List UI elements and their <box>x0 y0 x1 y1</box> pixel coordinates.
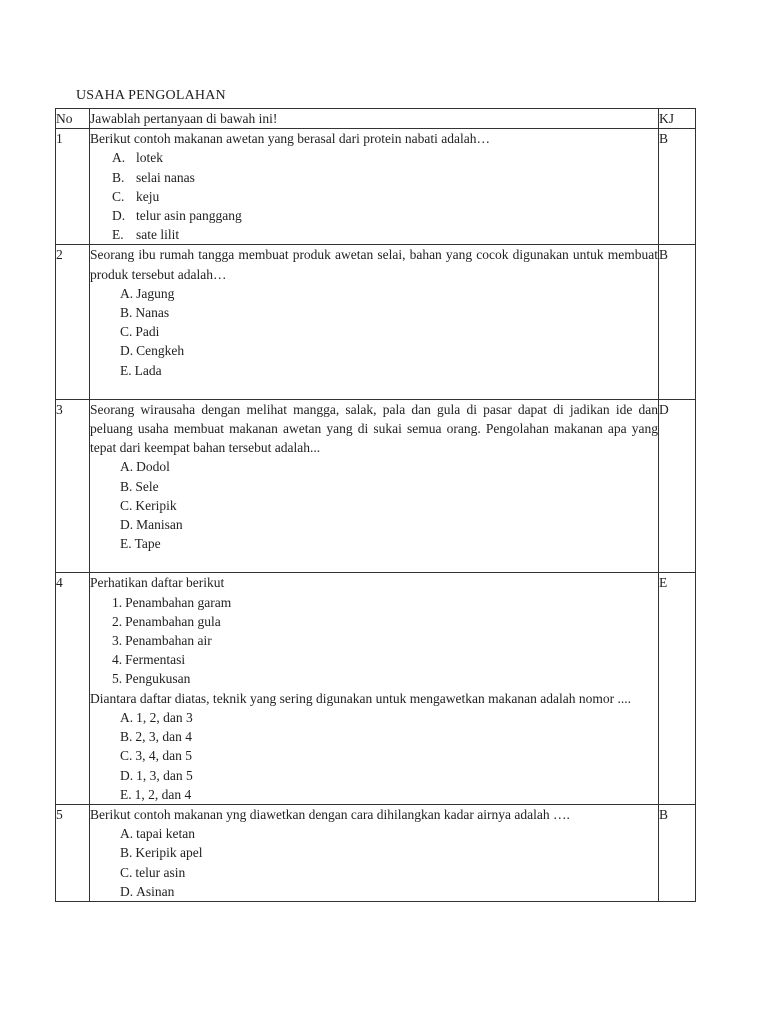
question-number: 4 <box>56 573 90 804</box>
option-label: E. <box>120 362 132 378</box>
answer-key: B <box>659 129 696 245</box>
option-d <box>120 882 658 901</box>
answer-key: B <box>659 245 696 399</box>
option-text: telur asin panggang <box>136 208 242 224</box>
table-header-row <box>56 109 696 129</box>
list-number: 5. <box>112 671 123 687</box>
option-label: A. <box>120 459 134 475</box>
option-label: D. <box>120 883 134 899</box>
question-row-1 <box>56 129 696 245</box>
list-text: Pengukusan <box>125 671 191 687</box>
list-number: 3. <box>112 633 123 649</box>
list-number: 2. <box>112 613 123 629</box>
option-list <box>90 148 658 244</box>
option-e <box>120 361 658 380</box>
option-b <box>120 303 658 322</box>
option-text: 1, 2, dan 4 <box>134 786 192 802</box>
option-text: Dodol <box>136 459 170 475</box>
question-cell <box>90 804 659 901</box>
option-label: A. <box>112 150 126 166</box>
option-label: C. <box>120 864 133 880</box>
option-b <box>112 168 658 187</box>
question-row-2 <box>56 245 696 399</box>
option-label: B. <box>112 169 125 185</box>
option-text: lotek <box>136 150 163 166</box>
option-label: D. <box>112 208 126 224</box>
option-label: E. <box>120 536 132 552</box>
option-e <box>112 225 658 244</box>
question-cell <box>90 399 659 573</box>
option-label: B. <box>120 478 133 494</box>
option-text: tapai ketan <box>136 826 195 842</box>
list-item <box>112 669 658 688</box>
option-text: sate lilit <box>136 227 180 243</box>
option-label: A. <box>120 826 134 842</box>
option-label: E. <box>120 786 132 802</box>
question-text-continued: Diantara daftar diatas, teknik yang sering digunakan untuk mengawetkan makanan adalah nomor .... <box>90 690 631 706</box>
option-label: A. <box>120 285 134 301</box>
option-list <box>90 284 658 380</box>
answer-key: B <box>659 804 696 901</box>
option-d <box>120 766 658 785</box>
question-text: Perhatikan daftar berikut <box>90 575 225 591</box>
option-d <box>120 515 658 534</box>
answer-key: D <box>659 399 696 573</box>
question-cell <box>90 129 659 245</box>
option-label: A. <box>120 709 134 725</box>
question-text: Seorang ibu rumah tangga membuat produk awetan selai, bahan yang cocok digunakan untuk membuat produk tersebut adalah… <box>90 247 658 282</box>
list-number: 1. <box>112 594 123 610</box>
question-table <box>55 108 696 902</box>
option-label: C. <box>120 748 133 764</box>
list-item <box>112 612 658 631</box>
numbered-list <box>90 593 658 689</box>
option-list <box>90 457 658 553</box>
list-item <box>112 593 658 612</box>
option-label: D. <box>120 767 134 783</box>
option-text: Manisan <box>136 517 183 533</box>
option-a <box>120 824 658 843</box>
option-label: B. <box>120 305 133 321</box>
option-list <box>90 708 658 804</box>
option-a <box>120 284 658 303</box>
answer-key: E <box>659 573 696 804</box>
question-text: Berikut contoh makanan awetan yang berasal dari protein nabati adalah… <box>90 131 490 147</box>
option-text: Asinan <box>136 883 175 899</box>
option-label: E. <box>112 227 124 243</box>
option-text: Cengkeh <box>136 343 185 359</box>
option-text: Tape <box>134 536 161 552</box>
option-c <box>120 863 658 882</box>
option-label: B. <box>120 845 133 861</box>
option-text: Keripik apel <box>135 845 203 861</box>
list-text: Penambahan gula <box>125 613 221 629</box>
question-row-5 <box>56 804 696 901</box>
header-no: No <box>56 109 90 129</box>
question-cell <box>90 573 659 804</box>
question-number: 3 <box>56 399 90 573</box>
header-kj: KJ <box>659 109 696 129</box>
list-text: Fermentasi <box>125 652 186 668</box>
question-number: 1 <box>56 129 90 245</box>
option-c <box>120 322 658 341</box>
option-label: C. <box>120 324 133 340</box>
option-label: C. <box>120 497 133 513</box>
option-c <box>120 746 658 765</box>
list-item <box>112 631 658 650</box>
option-list <box>90 824 658 901</box>
option-text: Keripik <box>135 497 177 513</box>
question-row-4 <box>56 573 696 804</box>
question-number: 2 <box>56 245 90 399</box>
option-a <box>120 708 658 727</box>
option-c <box>120 496 658 515</box>
option-text: selai nanas <box>136 169 195 185</box>
question-cell <box>90 245 659 399</box>
option-text: 1, 2, dan 3 <box>136 709 193 725</box>
option-text: Padi <box>135 324 160 340</box>
question-text: Seorang wirausaha dengan melihat mangga, salak, pala dan gula di pasar dapat di jadikan ide dan peluang usaha membuat makanan awetan yang di sukai semua orang. Pengolahan makanan apa yang tepat dari keempat bahan tersebut adalah... <box>90 401 658 456</box>
option-label: C. <box>112 188 125 204</box>
option-text: Jagung <box>136 285 175 301</box>
option-b <box>120 477 658 496</box>
option-e <box>120 534 658 553</box>
option-label: B. <box>120 729 133 745</box>
question-text: Berikut contoh makanan yng diawetkan dengan cara dihilangkan kadar airnya adalah …. <box>90 806 570 822</box>
option-text: Sele <box>135 478 159 494</box>
option-text: Lada <box>134 362 162 378</box>
option-d <box>112 206 658 225</box>
option-d <box>120 341 658 360</box>
option-text: keju <box>136 188 160 204</box>
question-number: 5 <box>56 804 90 901</box>
list-text: Penambahan air <box>125 633 212 649</box>
option-c <box>112 187 658 206</box>
option-b <box>120 727 658 746</box>
option-text: 3, 4, dan 5 <box>135 748 193 764</box>
option-e <box>120 785 658 804</box>
list-item <box>112 650 658 669</box>
option-a <box>112 148 658 167</box>
question-row-3 <box>56 399 696 573</box>
option-text: 2, 3, dan 4 <box>135 729 193 745</box>
option-text: Nanas <box>135 305 170 321</box>
option-a <box>120 457 658 476</box>
document-title: USAHA PENGOLAHAN <box>76 88 226 103</box>
option-label: D. <box>120 343 134 359</box>
list-number: 4. <box>112 652 123 668</box>
header-question: Jawablah pertanyaan di bawah ini! <box>90 109 659 129</box>
option-text: telur asin <box>135 864 186 880</box>
list-text: Penambahan garam <box>125 594 232 610</box>
option-text: 1, 3, dan 5 <box>136 767 193 783</box>
option-b <box>120 843 658 862</box>
option-label: D. <box>120 517 134 533</box>
